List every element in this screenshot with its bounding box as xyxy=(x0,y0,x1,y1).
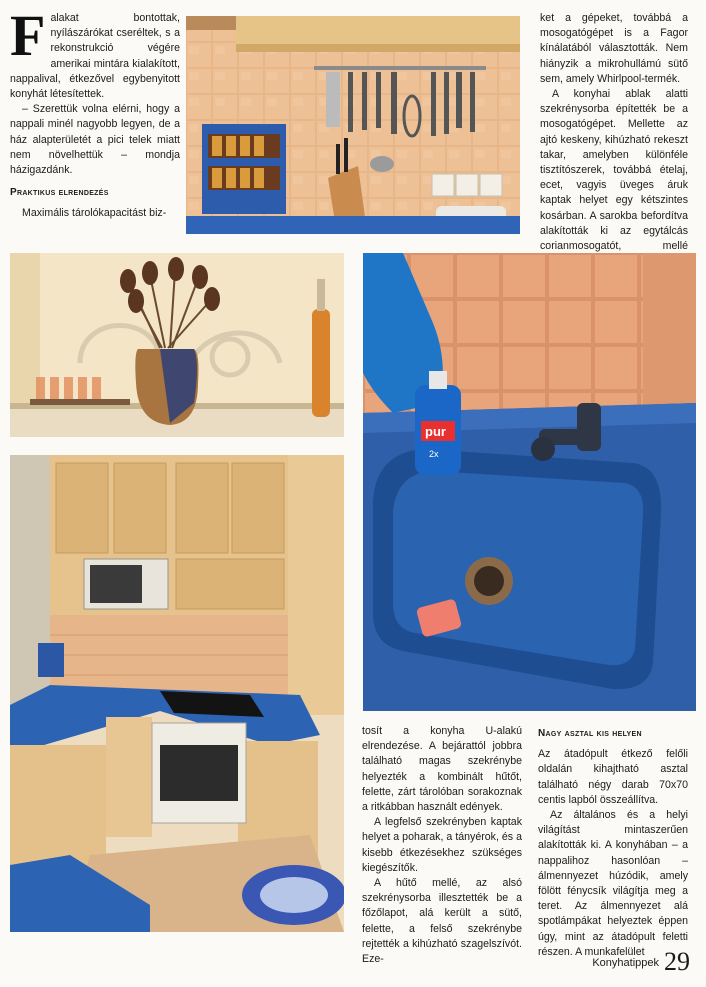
paragraph-storage: Maximális tárolókapacitást biz- xyxy=(22,207,167,220)
paragraph-layout: tosít a konyha U-alakú elrendezése. A bejárattól jobbra található magas szekrénybe helyezték a kombinált hűtőt, felette, zárt tárolóban sorakoznak a ritkábban használt edények. xyxy=(362,725,522,814)
paragraph-quote: – Szerettük volna elérni, hogy a nappali minél nagyobb legyen, de a ház alapterületét a pici telek miatt nem növelhettük – mondja házigazdánk. xyxy=(10,103,180,177)
paragraph-intro xyxy=(10,3,180,102)
paragraph-dishwasher: A konyhai ablak alatti szekrénysorba építették be a mosogatógépet. Mellette az ajtó keskeny, kihúzható rekeszt takar, amelyben különféle tisztítószerek, továbbá ételaj, ecet, vagyis üveges áruk kaptak helyet egy kétszintes kosárban. A sarokba befordítva alakították ki az egytálcás corianmosogatót, mellé xyxy=(540,88,688,253)
photo-blue-sink-image xyxy=(363,253,696,711)
pur-label: pur xyxy=(425,424,446,439)
text-column-1 xyxy=(10,3,180,222)
paragraph-hob: A hűtő mellé, az alsó szekrénysorba illesztették be a főzőlapot, alá került a sütő, felette, a felső szekrénybe rejtették a kihúzható szagelszívót. Eze- xyxy=(362,877,522,966)
text-column-3 xyxy=(362,724,522,967)
page-number: 29 xyxy=(664,947,690,976)
page-footer xyxy=(592,947,690,977)
photo-spice-rack-wall xyxy=(186,16,520,234)
photo-shelf-vase xyxy=(10,253,344,437)
photo-blue-sink xyxy=(363,253,696,711)
magazine-name: Konyhatippek xyxy=(592,957,659,969)
text-column-2 xyxy=(540,11,688,269)
photo-kitchen-overview xyxy=(10,455,344,932)
paragraph-table: Az átadópult étkező felőli oldalán kihajtható asztal található négy darab 70x70 centis lapból összeállítva. xyxy=(538,748,688,806)
text-column-4 xyxy=(538,724,688,960)
photo-shelf-vase-image xyxy=(10,253,344,437)
drop-cap: F xyxy=(10,3,46,68)
photo-spice-rack-wall-image xyxy=(186,16,520,234)
photo-kitchen-overview-image xyxy=(10,455,344,932)
paragraph-top-cabinet: A legfelső szekrényben kaptak helyet a poharak, a tányérok, és a kisebb étkezésekhez szükséges kiegészítők. xyxy=(362,816,522,874)
pur-sublabel: 2x xyxy=(429,449,439,459)
section-heading-nagy-asztal: Nagy asztal kis helyen xyxy=(538,728,642,739)
paragraph-lighting: Az általános és a helyi világítást mintaszerűen alakították ki. A konyhában – a nappalihoz hasonlóan – álmennyezet húzódik, amely fölött fénycsík világítja meg a teret. Az álmennyezet alá spotlámpákat helyeztek éppen úgy, mint az átadópult feletti részen. A munkafelület xyxy=(538,809,688,958)
paragraph-appliances: ket a gépeket, továbbá a mosogatógépet is a Fagor kínálatából választották. Nem hiányzik a mikrohullámú sütő sem, amely Whirlpool-termék. xyxy=(540,12,688,85)
paragraph-text: alakat bontottak, nyílászárókat cseréltek, s a rekonstrukció végére amerikai mintára kialakított, nappalival, étkezővel egybenyitott konyhát létesítettek. xyxy=(10,12,180,101)
section-heading-praktikus: Praktikus elrendezés xyxy=(10,187,109,199)
